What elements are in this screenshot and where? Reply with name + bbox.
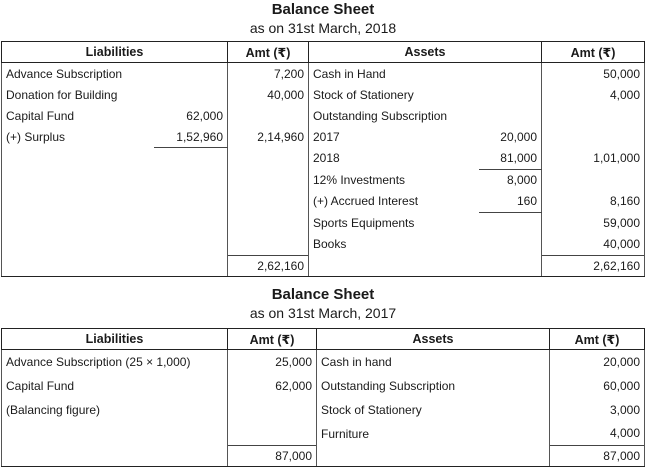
table-row (2, 234, 645, 256)
liability-total: 2,62,160 (228, 255, 309, 276)
liability-amount (228, 422, 317, 446)
asset-amount: 40,000 (542, 234, 645, 256)
liability-amount (228, 234, 309, 256)
asset-amount: 4,000 (542, 84, 645, 105)
liability-label (2, 148, 154, 170)
amount-header: Amt (₹) (228, 42, 309, 63)
asset-label: Stock of Stationery (309, 84, 479, 105)
liability-amount (228, 212, 309, 234)
table-row (2, 63, 645, 85)
liability-total: 87,000 (228, 446, 317, 467)
asset-label: Cash in Hand (309, 63, 479, 85)
balance-sheet-2017-title: Balance Sheet (271, 286, 375, 303)
asset-amount (542, 105, 645, 126)
liability-label (2, 212, 154, 234)
liability-amount (228, 105, 309, 126)
balance-sheet-2018-table (1, 41, 645, 277)
asset-label: (+) Accrued Interest (309, 191, 479, 213)
asset-label: 2018 (309, 148, 479, 170)
liability-sub-amount (154, 148, 228, 170)
balance-sheet-2018-title: Balance Sheet (271, 1, 375, 18)
asset-sub-amount: 81,000 (479, 148, 542, 170)
liability-total-blank (2, 446, 228, 467)
table-row (2, 105, 645, 126)
asset-label: Sports Equipments (309, 212, 479, 234)
table-header-row (2, 329, 645, 350)
liability-sub-amount (154, 212, 228, 234)
asset-label: Books (309, 234, 479, 256)
asset-label: Stock of Stationery (317, 398, 550, 422)
asset-total: 2,62,160 (542, 255, 645, 276)
liability-label: Donation for Building (2, 84, 154, 105)
table-row (2, 398, 645, 422)
liability-total-blank (2, 255, 228, 276)
asset-total: 87,000 (550, 446, 645, 467)
liability-sub-amount (154, 234, 228, 256)
asset-label: Cash in hand (317, 350, 550, 374)
liability-label (2, 234, 154, 256)
asset-label: Furniture (317, 422, 550, 446)
balance-sheet-2018-subtitle: as on 31st March, 2018 (249, 20, 397, 36)
liability-label: Capital Fund (2, 374, 228, 398)
liability-amount (228, 148, 309, 170)
liability-sub-amount (154, 191, 228, 213)
table-row (2, 422, 645, 446)
balance-sheet-2017-subtitle: as on 31st March, 2017 (249, 305, 397, 321)
liability-label (2, 422, 228, 446)
asset-amount: 50,000 (542, 63, 645, 85)
asset-sub-amount: 8,000 (479, 169, 542, 191)
liability-label (2, 191, 154, 213)
asset-sub-amount (479, 84, 542, 105)
liability-sub-amount: 62,000 (154, 105, 228, 126)
total-row (2, 255, 645, 276)
asset-amount: 4,000 (550, 422, 645, 446)
table-row (2, 350, 645, 374)
asset-amount (542, 169, 645, 191)
table-row (2, 84, 645, 105)
liability-label: Capital Fund (2, 105, 154, 126)
asset-amount: 59,000 (542, 212, 645, 234)
table-row (2, 126, 645, 148)
asset-label: 12% Investments (309, 169, 479, 191)
liability-label: Advance Subscription (2, 63, 154, 85)
table-header-row (2, 42, 645, 63)
balance-sheet-2017-table (1, 328, 645, 467)
asset-sub-amount: 20,000 (479, 126, 542, 148)
liability-amount (228, 191, 309, 213)
liability-sub-amount (154, 84, 228, 105)
assets-header: Assets (317, 329, 550, 350)
asset-sub-amount (479, 212, 542, 234)
asset-sub-amount (479, 105, 542, 126)
asset-sub-amount (479, 63, 542, 85)
amount-header: Amt (₹) (542, 42, 645, 63)
liability-amount: 7,200 (228, 63, 309, 85)
table-row (2, 148, 645, 170)
asset-amount: 20,000 (550, 350, 645, 374)
asset-label: Outstanding Subscription (309, 105, 479, 126)
liability-sub-amount (154, 169, 228, 191)
amount-header: Amt (₹) (228, 329, 317, 350)
liability-amount: 2,14,960 (228, 126, 309, 148)
asset-total-blank (309, 255, 542, 276)
asset-sub-amount: 160 (479, 191, 542, 213)
liability-sub-amount: 1,52,960 (154, 126, 228, 148)
liability-sub-amount (154, 63, 228, 85)
asset-label: Outstanding Subscription (317, 374, 550, 398)
amount-header: Amt (₹) (550, 329, 645, 350)
assets-header: Assets (309, 42, 542, 63)
asset-amount (542, 126, 645, 148)
liability-label (2, 169, 154, 191)
table-row (2, 212, 645, 234)
table-row (2, 374, 645, 398)
asset-sub-amount (479, 234, 542, 256)
asset-amount: 60,000 (550, 374, 645, 398)
asset-amount: 8,160 (542, 191, 645, 213)
liability-amount: 25,000 (228, 350, 317, 374)
asset-label: 2017 (309, 126, 479, 148)
asset-total-blank (317, 446, 550, 467)
liability-label: Advance Subscription (25 × 1,000) (2, 350, 228, 374)
liability-amount: 62,000 (228, 374, 317, 398)
liability-amount (228, 398, 317, 422)
liability-amount (228, 169, 309, 191)
total-row (2, 446, 645, 467)
liability-label: (Balancing figure) (2, 398, 228, 422)
asset-amount: 3,000 (550, 398, 645, 422)
asset-amount: 1,01,000 (542, 148, 645, 170)
liability-amount: 40,000 (228, 84, 309, 105)
table-row (2, 169, 645, 191)
liabilities-header: Liabilities (2, 329, 228, 350)
liability-label: (+) Surplus (2, 126, 154, 148)
liabilities-header: Liabilities (2, 42, 228, 63)
table-row (2, 191, 645, 213)
